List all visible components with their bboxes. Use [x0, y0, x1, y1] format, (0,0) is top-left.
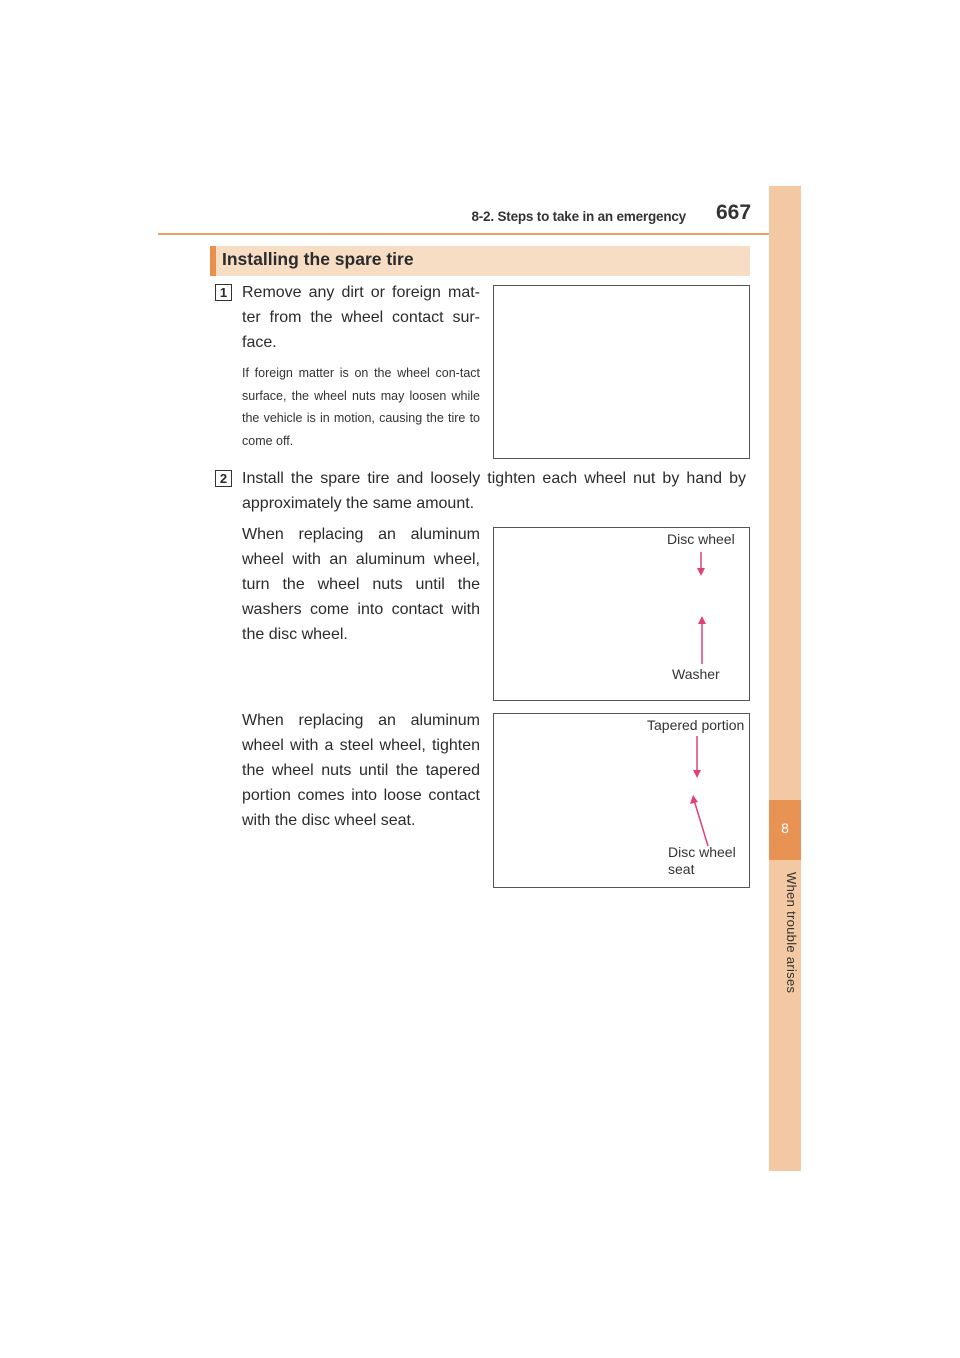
step-number-2: 2: [215, 470, 232, 487]
tapered-portion-arrowhead-icon: [693, 770, 701, 778]
steel-wheel-figure: [493, 713, 750, 888]
disc-wheel-seat-label-line2: seat: [668, 861, 695, 877]
washer-arrowhead-icon: [698, 616, 706, 624]
wheel-contact-surface-figure: [493, 285, 750, 459]
disc-wheel-label: Disc wheel: [667, 531, 735, 547]
tapered-portion-label: Tapered portion: [647, 717, 745, 733]
section-title: Installing the spare tire: [222, 249, 414, 269]
callout-arrows: [494, 714, 751, 889]
callout-arrows: [494, 528, 751, 702]
step-2-text: Install the spare tire and loosely tighten each wheel nut by hand by approximately the same amount.: [242, 470, 746, 512]
aluminum-wheel-text: When replacing an aluminum wheel with an aluminum wheel, turn the wheel nuts until the washers come into contact with the disc wheel.: [242, 526, 480, 643]
step-1-note: If foreign matter is on the wheel con-tact surface, the wheel nuts may loosen while the vehicle is in motion, causing the tire to come off.: [242, 366, 480, 448]
step-number-1: 1: [215, 284, 232, 301]
disc-wheel-arrowhead-icon: [697, 568, 705, 576]
chapter-number: 8: [781, 820, 789, 836]
page-number: 667: [716, 201, 752, 224]
chapter-side-tab: [769, 186, 801, 1171]
disc-wheel-seat-arrowhead-icon: [690, 795, 698, 804]
aluminum-wheel-figure: [493, 527, 750, 701]
header-divider: [158, 233, 800, 235]
washer-label: Washer: [672, 666, 720, 682]
disc-wheel-seat-label-line1: Disc wheel: [668, 844, 736, 860]
chapter-title: When trouble arises: [784, 872, 799, 994]
steel-wheel-text: When replacing an aluminum wheel with a steel wheel, tighten the wheel nuts until the tapered portion comes into loose contact with the disc wheel seat.: [242, 712, 480, 829]
disc-wheel-seat-arrow-line: [694, 800, 708, 846]
step-1-text: Remove any dirt or foreign mat-ter from the wheel contact sur-face.: [242, 284, 480, 351]
section-label: 8-2. Steps to take in an emergency: [471, 209, 686, 224]
